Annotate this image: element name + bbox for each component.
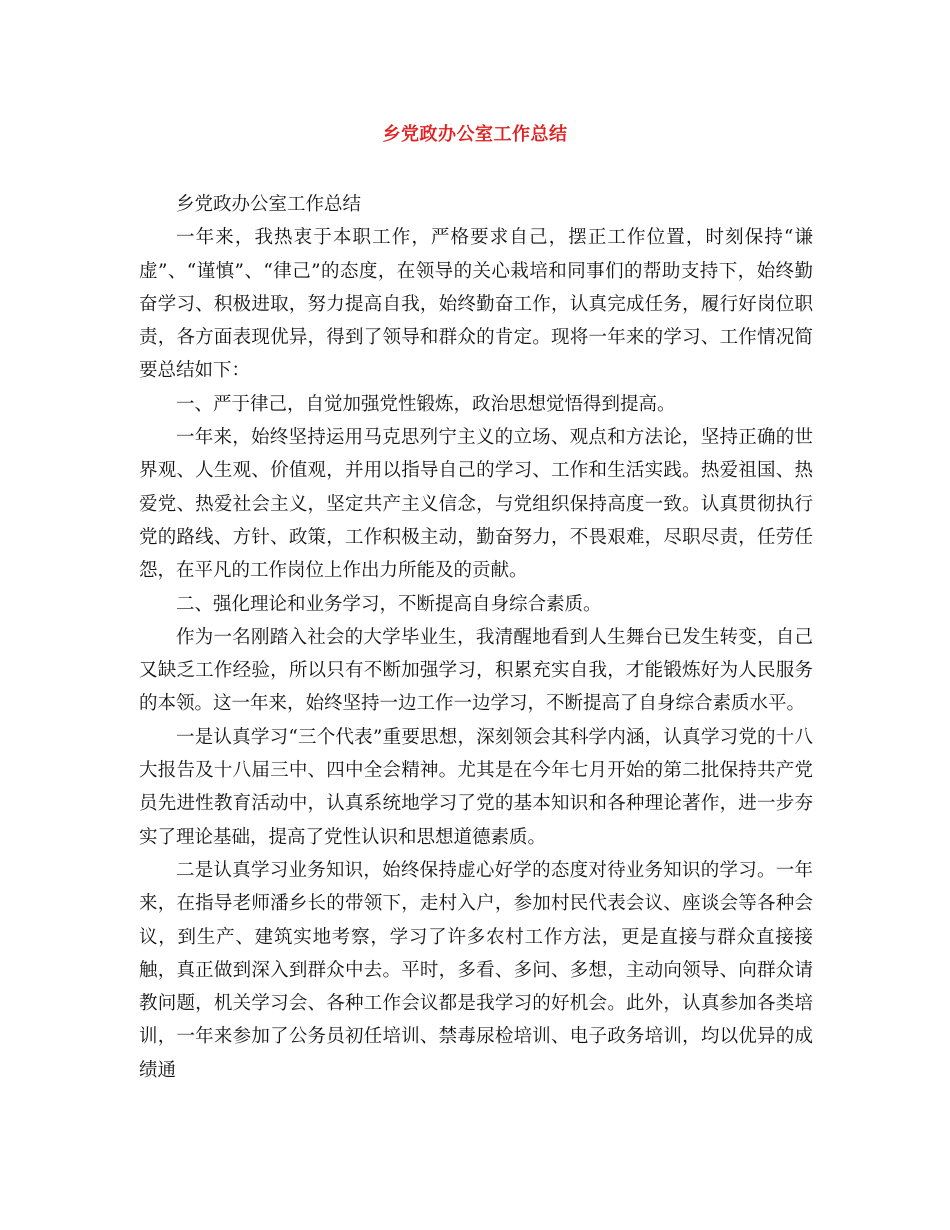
- section-heading: 二、强化理论和业务学习，不断提高自身综合素质。: [176, 593, 602, 615]
- paragraph: 作为一名刚踏入社会的大学毕业生，我清醒地看到人生舞台已发生转变，自己又缺乏工作经验，所以只有不断加强学习，积累充实自我，才能锻炼好为人民服务的本领。这一年来，始终坚持一边工作一边学习，不断提高了自身综合素质水平。: [139, 626, 813, 715]
- section-heading: 一、严于律己，自觉加强党性锻炼，政治思想觉悟得到提高。: [176, 393, 676, 415]
- paragraph-heading: 乡党政办公室工作总结: [176, 194, 362, 215]
- document-body: [139, 188, 813, 1087]
- paragraph: 一是认真学习“三个代表”重要思想，深刻领会其科学内涵，认真学习党的十八大报告及十八届三中、四中全会精神。尤其是在今年七月开始的第二批保持共产党员先进性教育活动中，认真系统地学习了党的基本知识和各种理论著作，进一步夯实了理论基础，提高了党性认识和思想道德素质。: [139, 726, 813, 848]
- paragraph: 一年来，我热衷于本职工作，严格要求自己，摆正工作位置，时刻保持“谦虚”、“谨慎”、“律己”的态度，在领导的关心栽培和同事们的帮助支持下，始终勤奋学习、积极进取，努力提高自我，始终勤奋工作，认真完成任务，履行好岗位职责，各方面表现优异，得到了领导和群众的肯定。现将一年来的学习、工作情况简要总结如下：: [139, 227, 813, 382]
- document-title: 乡党政办公室工作总结: [382, 124, 568, 145]
- paragraph: 二是认真学习业务知识，始终保持虚心好学的态度对待业务知识的学习。一年来，在指导老师潘乡长的带领下，走村入户，参加村民代表会议、座谈会等各种会议，到生产、建筑实地考察，学习了许多农村工作方法，更是直接与群众直接接触，真正做到深入到群众中去。平时，多看、多问、多想，主动向领导、向群众请教问题，机关学习会、各种工作会议都是我学习的好机会。此外，认真参加各类培训，一年来参加了公务员初任培训、禁毒尿检培训、电子政务培训，均以优异的成绩通: [139, 859, 813, 1081]
- paragraph: 一年来，始终坚持运用马克思列宁主义的立场、观点和方法论，坚持正确的世界观、人生观、价值观，并用以指导自己的学习、工作和生活实践。热爱祖国、热爱党、热爱社会主义，坚定共产主义信念，与党组织保持高度一致。认真贯彻执行党的路线、方针、政策，工作积极主动，勤奋努力，不畏艰难，尽职尽责，任劳任怨，在平凡的工作岗位上作出力所能及的贡献。: [139, 427, 813, 582]
